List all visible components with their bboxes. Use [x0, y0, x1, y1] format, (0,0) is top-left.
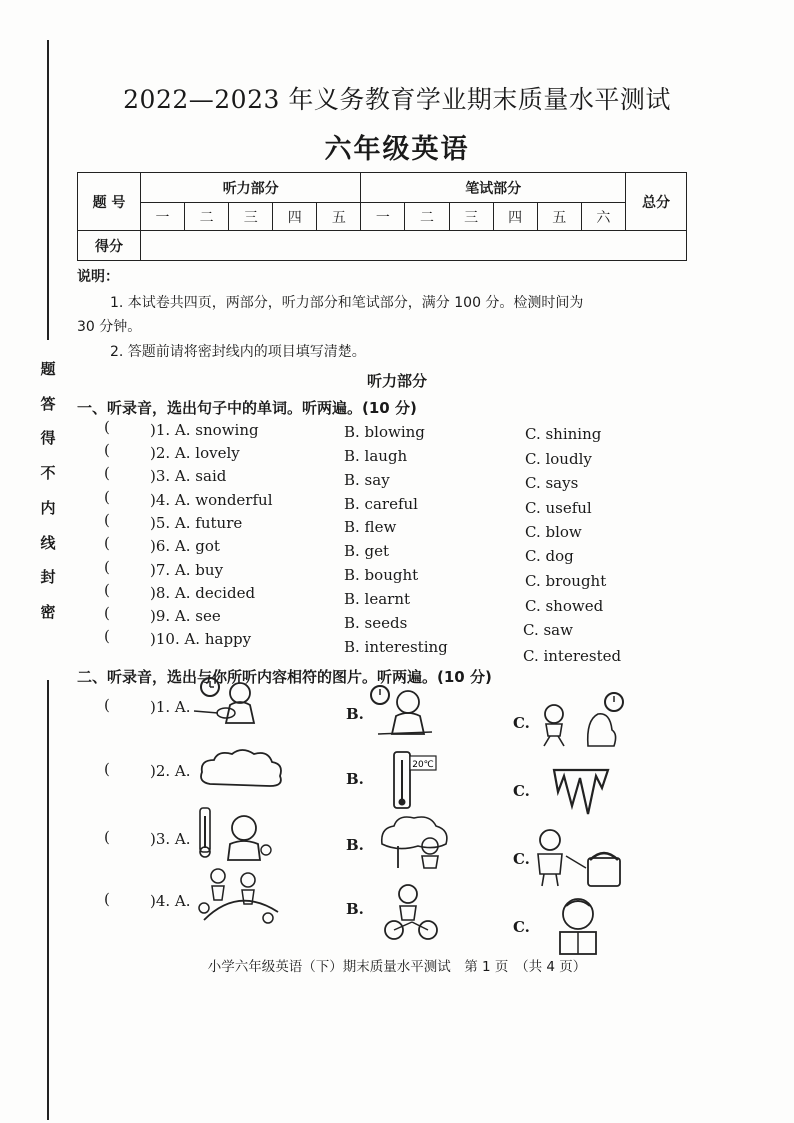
children-playing-image: [198, 866, 282, 928]
notes-heading: 说明：: [77, 269, 119, 285]
q10-c: C. interested: [523, 647, 622, 665]
answer-paren[interactable]: (: [104, 441, 110, 459]
p4-c-label: C.: [513, 918, 530, 936]
writing-col: 四: [493, 203, 537, 231]
p1-a-label: )1. A.: [150, 698, 191, 716]
score-cells[interactable]: [141, 231, 687, 261]
q1-b: B. blowing: [344, 423, 425, 441]
writing-label: 笔试部分: [361, 173, 626, 203]
p3-a-label: )3. A.: [150, 830, 191, 848]
q8-b: B. learnt: [344, 590, 411, 608]
writing-col: 一: [361, 203, 405, 231]
total-label: 总分: [626, 173, 687, 231]
item-label: 题 号: [78, 173, 141, 231]
q4-c: C. useful: [525, 499, 592, 517]
thermometer-reading: 20℃: [412, 760, 434, 770]
q5-a: )5. A. future: [150, 514, 243, 532]
q3-c: C. says: [525, 474, 579, 492]
answer-paren[interactable]: (: [104, 581, 110, 599]
q5-b: B. flew: [344, 518, 397, 536]
q10-a: )10. A. happy: [150, 630, 252, 648]
p3-b-label: B.: [346, 836, 364, 854]
answer-paren[interactable]: (: [104, 828, 110, 846]
p2-a-label: )2. A.: [150, 762, 191, 780]
p4-b-label: B.: [346, 900, 364, 918]
q8-c: C. showed: [525, 597, 604, 615]
answer-paren[interactable]: (: [104, 418, 110, 436]
answer-paren[interactable]: (: [104, 558, 110, 576]
p2-b-label: B.: [346, 770, 364, 788]
boy-walking-trees-image: [536, 690, 628, 750]
q4-b: B. careful: [344, 495, 418, 513]
exam-title: 2022—2023 年义务教育学业期末质量水平测试: [123, 85, 671, 114]
boy-eating-clock-image: [192, 675, 267, 727]
writing-col: 三: [449, 203, 493, 231]
score-table: [77, 172, 687, 261]
listening-col: 二: [185, 203, 229, 231]
note-line-2: 2. 答题前请将密封线内的项目填写清楚。: [110, 344, 366, 360]
q9-c: C. saw: [523, 621, 573, 639]
q8-a: )8. A. decided: [150, 584, 256, 602]
writing-col: 六: [581, 203, 625, 231]
p3-c-label: C.: [513, 850, 530, 868]
thermometer-image: [388, 748, 440, 812]
seal-line-bottom: [47, 680, 49, 1120]
listening-label: 听力部分: [141, 173, 361, 203]
listening-col: 五: [317, 203, 361, 231]
boy-writing-clock-image: [368, 684, 438, 740]
p4-a-label: )4. A.: [150, 892, 191, 910]
q3-a: )3. A. said: [150, 467, 227, 485]
boy-telephone-image: [532, 826, 628, 894]
listening-heading: 听力部分: [366, 372, 427, 390]
icicle-image: [552, 766, 610, 818]
q10-b: B. interesting: [344, 638, 448, 656]
listening-col: 四: [273, 203, 317, 231]
q9-a: )9. A. see: [150, 607, 221, 625]
q9-b: B. seeds: [344, 614, 408, 632]
p1-b-label: B.: [346, 705, 364, 723]
q2-a: )2. A. lovely: [150, 444, 240, 462]
note-line-1: 1. 本试卷共四页，两部分，听力部分和笔试部分，满分 100 分。检测时间为: [110, 295, 584, 311]
answer-paren[interactable]: (: [104, 534, 110, 552]
q6-a: )6. A. got: [150, 537, 220, 555]
p1-c-label: C.: [513, 714, 530, 732]
answer-paren[interactable]: (: [104, 511, 110, 529]
note-line-1b: 30 分钟。: [77, 319, 142, 335]
q7-c: C. brought: [525, 572, 607, 590]
cloud-image: [196, 746, 286, 794]
score-label: 得分: [78, 231, 141, 261]
girl-under-tree-image: [378, 810, 454, 870]
q7-b: B. bought: [344, 566, 419, 584]
answer-paren[interactable]: (: [104, 488, 110, 506]
q2-b: B. laugh: [344, 447, 408, 465]
answer-paren[interactable]: (: [104, 627, 110, 645]
q2-c: C. loudly: [525, 450, 592, 468]
q1-c: C. shining: [525, 425, 602, 443]
answer-paren[interactable]: (: [104, 890, 110, 908]
exam-subtitle: 六年级英语: [324, 134, 470, 165]
q4-a: )4. A. wonderful: [150, 491, 273, 509]
writing-col: 五: [537, 203, 581, 231]
boy-cycling-image: [382, 882, 442, 942]
section2-title: 二、听录音，选出与你所听内容相符的图片。听两遍。(10 分): [77, 668, 492, 686]
q6-b: B. get: [344, 542, 390, 560]
answer-paren[interactable]: (: [104, 464, 110, 482]
q6-c: C. dog: [525, 547, 574, 565]
seal-line-text: 题 答 得 不 内 线 封 密: [40, 360, 56, 621]
listening-col: 一: [141, 203, 185, 231]
answer-paren[interactable]: (: [104, 760, 110, 778]
section1-title: 一、听录音，选出句子中的单词。听两遍。(10 分): [77, 399, 417, 417]
q3-b: B. say: [344, 471, 390, 489]
q1-a: )1. A. snowing: [150, 421, 259, 439]
page-footer: 小学六年级英语（下）期末质量水平测试 第 1 页 （共 4 页）: [207, 959, 587, 975]
writing-col: 二: [405, 203, 449, 231]
answer-paren[interactable]: (: [104, 604, 110, 622]
listening-col: 三: [229, 203, 273, 231]
answer-paren[interactable]: (: [104, 696, 110, 714]
hot-boy-thermometer-image: [196, 806, 278, 864]
boy-reading-image: [548, 896, 608, 960]
q5-c: C. blow: [525, 523, 582, 541]
p2-c-label: C.: [513, 782, 530, 800]
q7-a: )7. A. buy: [150, 561, 224, 579]
